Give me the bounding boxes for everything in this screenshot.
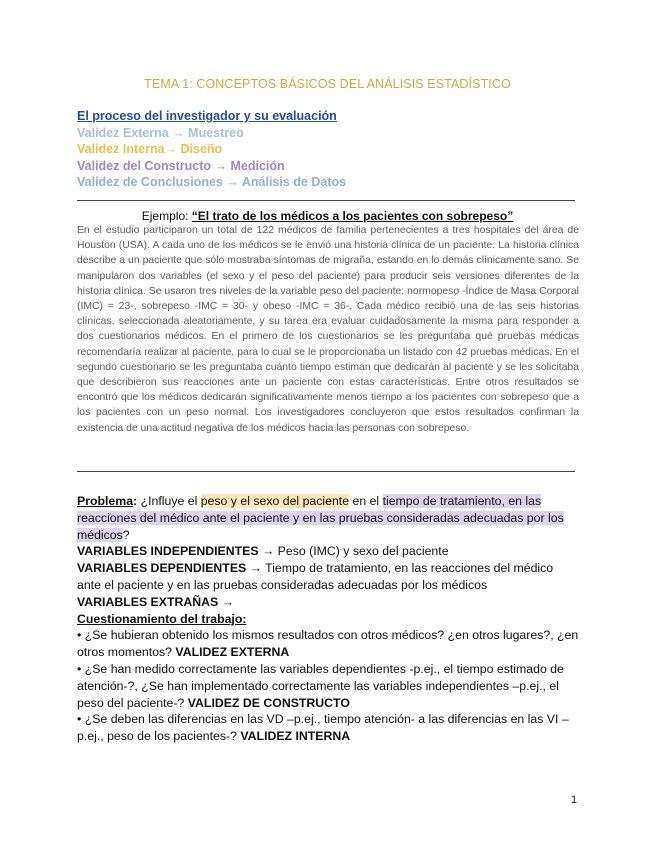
extraneous-variables: VARIABLES EXTRAÑAS → <box>77 594 234 609</box>
problem-section <box>77 493 579 745</box>
independent-variables: VARIABLES INDEPENDIENTES → Peso (IMC) y sexo del paciente <box>77 544 449 559</box>
validez-conclusiones-item: Validez de Conclusiones → Análisis de Datos <box>77 175 347 189</box>
problem-label: Problema <box>77 494 134 508</box>
question-bullet-2: • ¿Se han medido correctamente las variables dependientes -p.ej., el tiempo estimado de atención-?, ¿Se han implementado correctamente las variables independientes –p.ej., el peso del paciente-? VALIDEZ DE CONSTRUCTO <box>77 661 564 710</box>
page-number: 1 <box>571 794 578 806</box>
validez-interna-item: Validez Interna→ Diseño <box>77 142 223 156</box>
highlight-dependent: tiempo de tratamiento, en las reacciones del médico ante el paciente y en las pruebas consideradas adecuadas por los médicos <box>77 494 564 542</box>
divider-bottom <box>77 471 575 472</box>
divider-top <box>77 200 575 201</box>
section-heading: El proceso del investigador y su evaluación <box>77 109 337 123</box>
validity-list <box>77 108 346 191</box>
dependent-variables: VARIABLES DEPENDIENTES → Tiempo de tratamiento, en las reacciones del médico ante el paciente y en las pruebas consideradas adecuadas por los médicos <box>77 561 554 592</box>
validez-externa-item: Validez Externa → Muestreo <box>77 125 244 140</box>
question-bullet-3: • ¿Se deben las diferencias en las VD –p.ej., tiempo atención- a las diferencias en las VI –p.ej., peso de los pacientes-? VALIDEZ INTERNA <box>77 712 569 744</box>
example-body: En el estudio participaron un total de 122 médicos de familia pertenecientes a tres hospitales del área de Houston (USA). A cada uno de los médicos se le envió una historia clínica de un paciente. La historia clínica describe a un paciente que sólo mostraba síntomas de migraña, estando en lo demás clínicamente sano. Se manipularon dos variables (el sexo y el peso del paciente) para producir seis versiones diferentes de la historia clínica. Se usaron tres niveles de la variable peso del paciente: normopeso -Índice de Masa Corporal (IMC) = 23-, sobrepeso -IMC = 30- y obeso -IMC = 36-. Cada médico recibió una de las seis historias clínicas, seleccionada aleatoriamente, y su tarea era evaluar cuidadosamente la misma para responder a dos cuestionarios médicos. En el primero de los cuestionarios se les preguntaba qué pruebas médicas recomendaría realizar al paciente, para lo cual se le proporcionaba un listado con 42 pruebas médicas. En el segundo cuestionario se les preguntaba cuánto tiempo estiman que dedicarán al paciente y se les solicitaba que describieron sus reacciones ante un paciente con estas características. Entre otros resultados se encontró que los médicos dedicarán significativamente menos tiempo a los pacientes con sobrepeso que a los pacientes con un peso normal. Los investigadores concluyeron que estos resultados confirman la existencia de una actitud negativa de los médicos hacia las personas con sobrepeso. <box>77 225 579 434</box>
example-title: “El trato de los médicos a los pacientes con sobrepeso” <box>191 209 514 223</box>
example-heading <box>0 209 655 223</box>
problem-question: Problema: ¿Influye el peso y el sexo del paciente en el tiempo de tratamiento, en las reacciones del médico ante el paciente y en las pruebas consideradas adecuadas por los médicos? <box>77 494 564 542</box>
example-label: Ejemplo: <box>141 209 189 223</box>
page-title: TEMA 1: CONCEPTOS BÁSICOS DEL ANÁLISIS ESTADÍSTICO <box>144 77 511 91</box>
question-bullet-1: • ¿Se hubieran obtenido los mismos resultados con otros médicos? ¿en otros lugares?, ¿en otros momentos? VALIDEZ EXTERNA <box>77 628 579 660</box>
highlight-independent: peso y el sexo del paciente <box>200 494 350 508</box>
cuestionamiento-heading: Cuestionamiento del trabajo: <box>77 611 247 626</box>
validez-constructo-item: Validez del Constructo → Medición <box>77 158 285 173</box>
